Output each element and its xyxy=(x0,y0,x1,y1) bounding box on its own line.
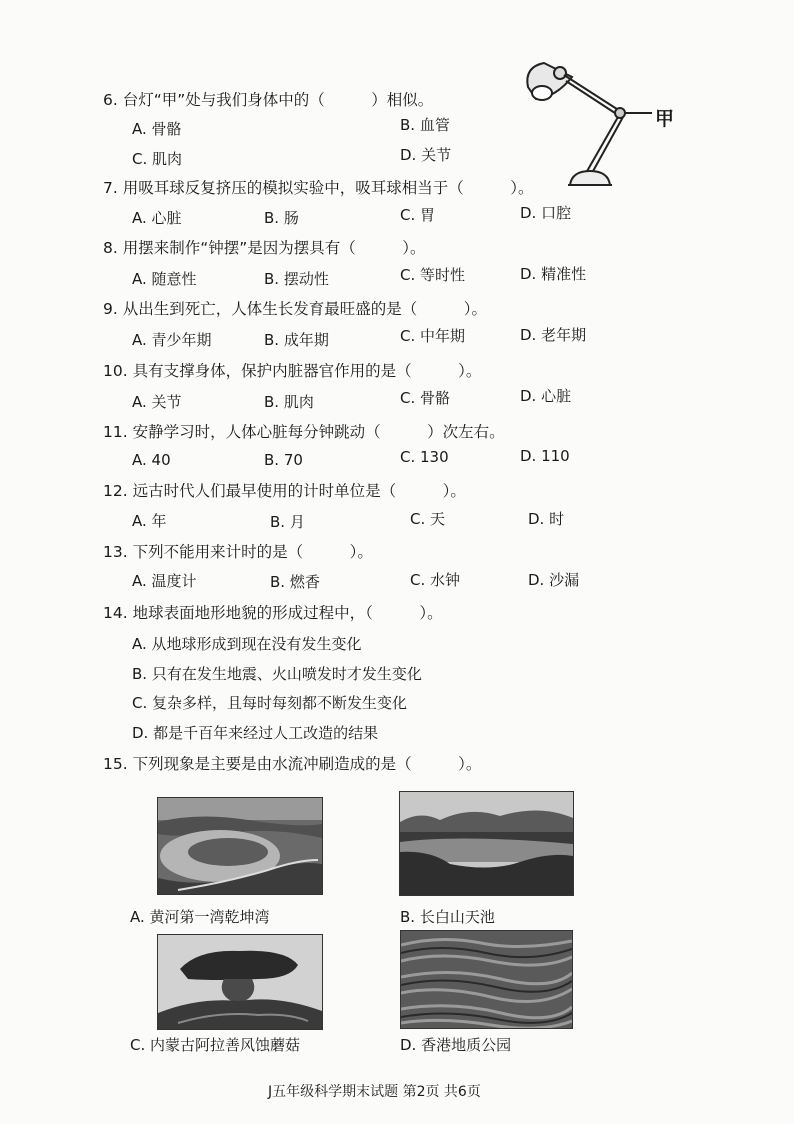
question-11-option-a: A. 40 xyxy=(132,451,171,469)
question-10-option-d: D. 心脏 xyxy=(520,387,572,405)
question-15-stem: 15. 下列现象是主要是由水流冲刷造成的是（ ）。 xyxy=(103,755,482,773)
question-15-option-b: B. 长白山天池 xyxy=(400,908,495,926)
question-8-option-b: B. 摆动性 xyxy=(264,270,329,288)
question-9-option-a: A. 青少年期 xyxy=(132,331,212,349)
question-7-option-d: D. 口腔 xyxy=(520,204,572,222)
question-10-stem: 10. 具有支撑身体，保护内脏器官作用的是（ ）。 xyxy=(103,362,482,380)
question-11-option-d: D. 110 xyxy=(520,447,570,465)
question-10-option-c: C. 骨骼 xyxy=(400,389,451,407)
question-11-option-b: B. 70 xyxy=(264,451,303,469)
question-14-option-d: D. 都是千百年来经过人工改造的结果 xyxy=(132,724,379,742)
geopark-rock-photo xyxy=(400,930,573,1029)
lamp-label: 甲 xyxy=(655,108,675,130)
question-12-stem: 12. 远古时代人们最早使用的计时单位是（ ）。 xyxy=(103,482,466,500)
question-15-option-d: D. 香港地质公园 xyxy=(400,1036,512,1054)
question-7-stem: 7. 用吸耳球反复挤压的模拟实验中，吸耳球相当于（ ）。 xyxy=(103,179,534,197)
question-13-option-d: D. 沙漏 xyxy=(528,571,580,589)
question-9-stem: 9. 从出生到死亡，人体生长发育最旺盛的是（ ）。 xyxy=(103,300,487,318)
question-12-option-c: C. 天 xyxy=(410,510,446,528)
question-11-stem: 11. 安静学习时，人体心脏每分钟跳动（ ）次左右。 xyxy=(103,423,505,441)
question-8-option-c: C. 等时性 xyxy=(400,266,466,284)
question-6-option-c: C. 肌肉 xyxy=(132,150,183,168)
question-14-option-a: A. 从地球形成到现在没有发生变化 xyxy=(132,635,362,653)
mushroom-rock-photo xyxy=(157,934,323,1030)
page-footer: J五年级科学期末试题 第2页 共6页 xyxy=(268,1084,481,1100)
question-9-option-c: C. 中年期 xyxy=(400,327,466,345)
question-6-option-d: D. 关节 xyxy=(400,146,452,164)
question-8-option-d: D. 精准性 xyxy=(520,265,587,283)
question-6-stem: 6. 台灯“甲”处与我们身体中的（ ）相似。 xyxy=(103,91,434,109)
question-13-stem: 13. 下列不能用来计时的是（ ）。 xyxy=(103,543,373,561)
question-13-option-a: A. 温度计 xyxy=(132,572,197,590)
question-6-option-a: A. 骨骼 xyxy=(132,120,182,138)
crater-lake-photo xyxy=(399,791,574,896)
question-7-option-a: A. 心脏 xyxy=(132,209,182,227)
question-12-option-d: D. 时 xyxy=(528,510,565,528)
question-14-stem: 14. 地球表面地形地貌的形成过程中，（ ）。 xyxy=(103,604,443,622)
question-10-option-a: A. 关节 xyxy=(132,393,182,411)
question-10-option-b: B. 肌肉 xyxy=(264,393,314,411)
question-9-option-b: B. 成年期 xyxy=(264,331,329,349)
river-bend-photo xyxy=(157,797,323,895)
question-7-option-b: B. 肠 xyxy=(264,209,299,227)
question-13-option-b: B. 燃香 xyxy=(270,573,320,591)
question-8-option-a: A. 随意性 xyxy=(132,270,197,288)
question-15-option-c: C. 内蒙古阿拉善风蚀蘑菇 xyxy=(130,1036,301,1054)
question-14-option-c: C. 复杂多样，且每时每刻都不断发生变化 xyxy=(132,694,408,712)
question-14-option-b: B. 只有在发生地震、火山喷发时才发生变化 xyxy=(132,665,422,683)
question-12-option-b: B. 月 xyxy=(270,513,305,531)
question-13-option-c: C. 水钟 xyxy=(410,571,461,589)
question-6-option-b: B. 血管 xyxy=(400,116,450,134)
question-11-option-c: C. 130 xyxy=(400,448,449,466)
question-7-option-c: C. 胃 xyxy=(400,206,436,224)
question-15-option-a: A. 黄河第一湾乾坤湾 xyxy=(130,908,270,926)
question-9-option-d: D. 老年期 xyxy=(520,326,587,344)
question-8-stem: 8. 用摆来制作“钟摆”是因为摆具有（ ）。 xyxy=(103,239,426,257)
question-12-option-a: A. 年 xyxy=(132,512,167,530)
